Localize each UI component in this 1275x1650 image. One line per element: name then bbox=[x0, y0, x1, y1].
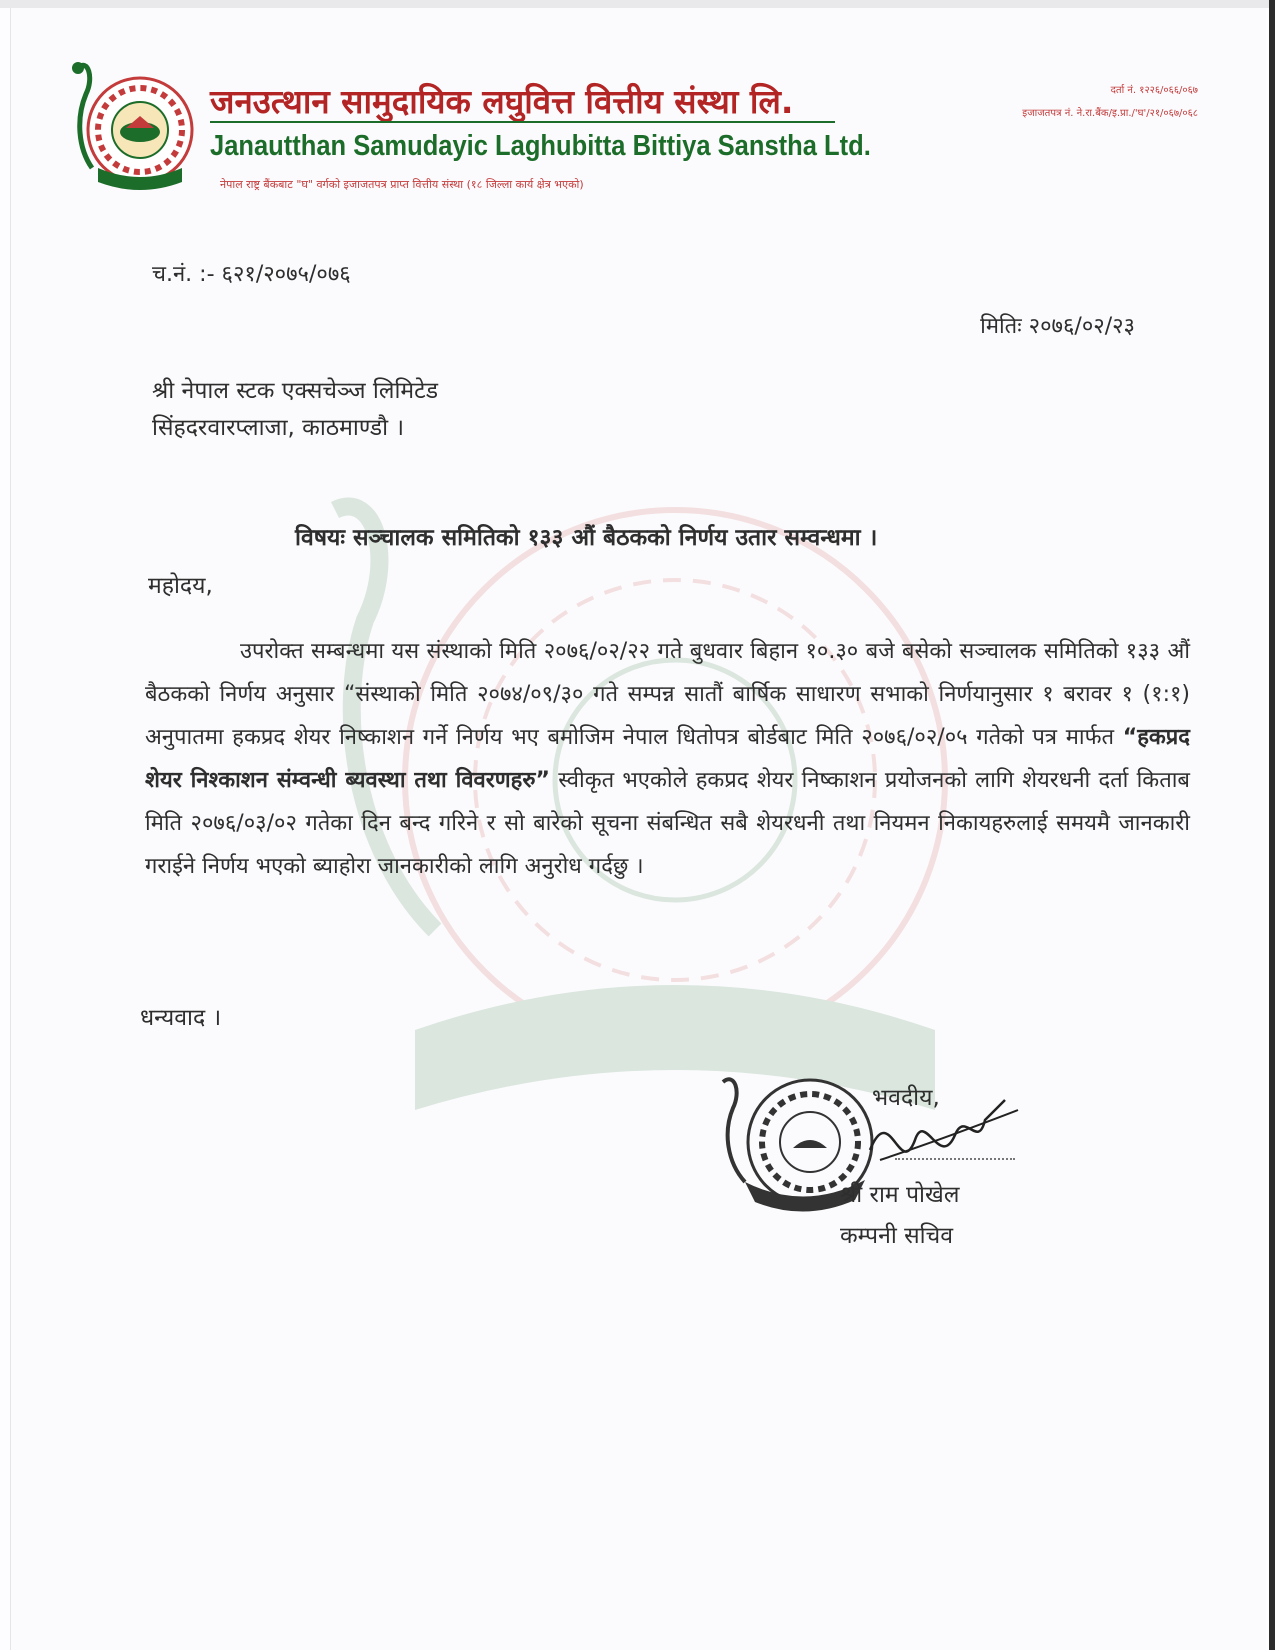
scan-top-edge bbox=[0, 0, 1275, 8]
body-text-bold: “हकप्रद शेयर निश्काशन संम्वन्धी ब्यवस्था तथा विवरणहरु” bbox=[145, 725, 1190, 793]
body-text-part1: उपरोक्त सम्बन्धमा यस संस्थाको मिति २०७६/०२/२२ गते बुधवार बिहान १०.३० बजे बसेको सञ्चालक समितिको १३३ औं बैठकको निर्णय अनुसार “संस्थाको मिति २०७४/०९/३० गते सम्पन्न सातौं बार्षिक साधारण सभाको निर्णयानुसार १ बरावर १ (१:१) अनुपातमा हकप्रद शेयर निष्काशन गर्ने निर्णय भए बमोजिम नेपाल धितोपत्र बोर्डबाट मिति २०७६/०२/०५ गतेको पत्र मार्फत bbox=[145, 639, 1190, 750]
org-name-nepali: जनउत्थान सामुदायिक लघुवित्त वित्तीय संस्था लि. bbox=[210, 82, 794, 121]
license-number: इजाजतपत्र नं. ने.रा.बैंक/इ.प्रा./'घ'/२१/०६७/०६८ bbox=[1022, 108, 1198, 119]
signatory-designation: कम्पनी सचिव bbox=[840, 1223, 953, 1249]
org-name-english: Janautthan Samudayic Laghubitta Bittiya Sanstha Ltd. bbox=[210, 130, 871, 162]
letter-subject: विषयः सञ्चालक समितिको १३३ औं बैठकको निर्णय उतार सम्वन्धमा । bbox=[295, 525, 878, 551]
signatory-name: श्री राम पोखेल bbox=[840, 1182, 960, 1208]
thanks-text: धन्यवाद । bbox=[140, 1005, 222, 1031]
body-text-part2: स्वीकृत भएकोले हकप्रद शेयर निष्काशन प्रयोजनको लागि शेयरधनी दर्ता किताब मिति २०७६/०३/०२ गतेका दिन बन्द गरिने र सो बारेको सूचना संबन्धित सबै शेयरधनी तथा नियमन निकायहरुलाई समयमै जानकारी गराईने निर्णय भएको ब्याहोरा जानकारीको लागि अनुरोध गर्दछु । bbox=[145, 768, 1190, 879]
letter-body bbox=[145, 630, 1190, 888]
reference-number: च.नं. :- ६२१/२०७५/०७६ bbox=[152, 262, 351, 287]
org-tagline: नेपाल राष्ट्र बैंकबाट "घ" वर्गको इजाजतपत्र प्राप्त वित्तीय संस्था (१८ जिल्ला कार्य क्षेत्र भएको) bbox=[220, 178, 584, 191]
signature-dotted-line bbox=[895, 1158, 1015, 1160]
registration-number: दर्ता नं. १२२६/०६६/०६७ bbox=[1110, 85, 1198, 96]
scan-right-edge bbox=[1269, 0, 1275, 1650]
letter-date: मितिः २०७६/०२/२३ bbox=[980, 314, 1135, 339]
handwritten-signature bbox=[860, 1080, 1020, 1190]
company-logo bbox=[62, 58, 204, 198]
recipient-address: सिंहदरवारप्लाजा, काठमाण्डौ । bbox=[152, 415, 405, 441]
salutation: महोदय, bbox=[148, 573, 213, 599]
letterhead-rule bbox=[210, 121, 835, 123]
closing-text: भवदीय, bbox=[872, 1085, 940, 1111]
registration-info bbox=[1022, 79, 1198, 125]
recipient-name: श्री नेपाल स्टक एक्सचेञ्ज लिमिटेड bbox=[152, 378, 439, 404]
